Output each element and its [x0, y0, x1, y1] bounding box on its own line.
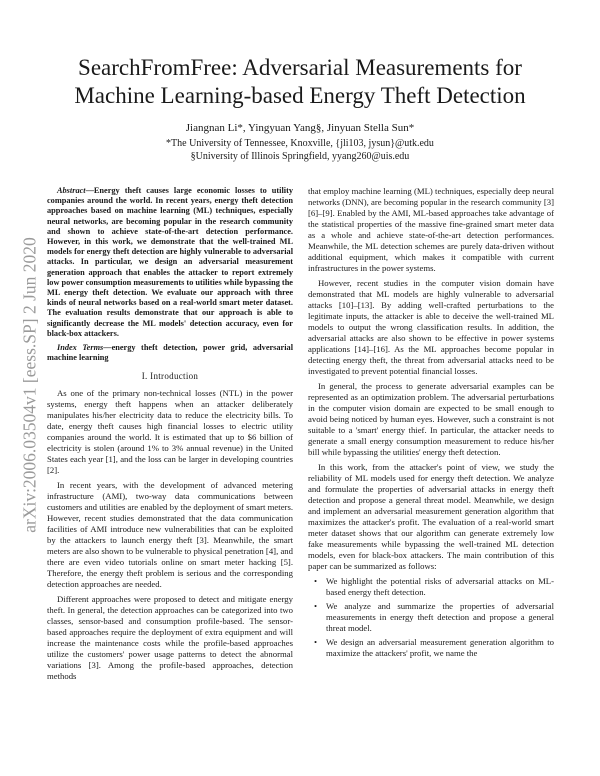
- list-item: • We design an adversarial measurement generation algorithm to maximize the attackers' profit, we name the: [308, 637, 554, 659]
- paragraph: However, recent studies in the computer vision domain have demonstrated that ML models are highly vulnerable to adversarial attacks [10]–[13]. By adding well-crafted perturbations to the legitimate inputs, the attacker is able to deceive the well-trained ML models to output the wrong classification results. In addition, the adversarial attacks are also shown to be effective in power systems applications [14]–[16]. As the ML approaches become popular in detecting energy theft, the threat from adversarial attacks need to be investigated to prevent potential financial losses.: [308, 278, 554, 376]
- abstract-text: —Energy theft causes large economic losses to utility companies around the world. In recent years, energy theft detection approaches based on machine learning (ML) techniques, especially neural networks, are becoming popular in the research community and shown to achieve state-of-the-art detection performance. However, in this work, we demonstrate that the well-trained ML models for energy theft detection are highly vulnerable to adversarial attacks. In particular, we design an adversarial measurement generation approach that enables the attacker to report extremely low power consumption measurements to utilities while bypassing the ML energy theft detection. We evaluate our approach with three kinds of neural networks based on a real-world smart meter dataset. The evaluation results demonstrate that our approach is able to significantly decrease the ML models' detection accuracy, even for black-box attackers.: [47, 186, 293, 338]
- abstract-label: Abstract: [57, 186, 86, 195]
- index-terms-label: Index Terms: [57, 343, 104, 353]
- paragraph: that employ machine learning (ML) techniques, especially deep neural networks (DNN), are becoming popular in the research community [3] [6]–[9]. Enabled by the AMI, ML-based approaches take advantage of the statistical properties of the massive fine-grained smart meter data as a whole and achieve state-of-the-art detection performances. Meanwhile, the ML detection schemes are purely data-driven without additional equipment, which makes it compatible with current infrastructures in the power systems.: [308, 186, 554, 273]
- affiliation-2: §University of Illinois Springfield, yyang260@uis.edu: [190, 151, 410, 162]
- title-line-2: Machine Learning-based Energy Theft Detection: [74, 83, 526, 108]
- author-block: [60, 122, 540, 163]
- arxiv-id: arXiv:2006.03504v1 [eess.SP] 2 Jun 2020: [19, 237, 40, 533]
- index-terms: [47, 343, 293, 363]
- list-item: • We analyze and summarize the properties of adversarial measurements in energy theft detection and propose a general threat model.: [308, 601, 554, 634]
- arxiv-watermark: [10, 150, 50, 620]
- title-line-1: SearchFromFree: Adversarial Measurements for: [78, 55, 522, 80]
- right-column: [308, 186, 554, 662]
- paragraph: In this work, from the attacker's point of view, we study the reliability of ML models used for energy theft detection. We analyze and formulate the properties of adversarial attacks in energy theft detection and propose a general threat model. Meanwhile, we design and implement an adversarial measurement generation algorithm that maximizes the attacker's profit. The evaluation of a real-world smart meter dataset shows that our algorithm can generate extremely low fake measurements while bypassing the well-trained ML detection models, even for black-box attackers. The main contribution of this paper can be summarized as follows:: [308, 462, 554, 571]
- paragraph: In recent years, with the development of advanced metering infrastructure (AMI), two-way data communications between customers and utilities are enabled by the deployment of smart meters. However, recent studies demonstrated that the data communication facilities of AMI introduce new vulnerabilities that can be exploited by the attackers to launch energy theft [3]. Meanwhile, the smart meters are also shown to be vulnerable to physical penetration [4], and there are even video tutorials online on smart meter hacking [5]. Therefore, the energy theft problem is serious and the corresponding detection approaches are needed.: [47, 480, 293, 590]
- affiliation-1: *The University of Tennessee, Knoxville, {jli103, jysun}@utk.edu: [166, 138, 434, 149]
- left-column: [47, 186, 293, 686]
- index-terms-text: —energy theft detection, power grid, adversarial machine learning: [47, 343, 294, 363]
- author-names: Jiangnan Li*, Yingyuan Yang§, Jinyuan Stella Sun*: [185, 122, 415, 134]
- paragraph: As one of the primary non-technical losses (NTL) in the power systems, energy theft happens when an attacker deliberately manipulates his/her electricity data to reduce the electricity bills. To date, energy theft causes high financial losses to electric utility companies around the world. It is estimated that up to $6 billion of electricity is stolen (around 1% to 3% annual revenue) in the United States each year [1], and the loss can be larger in developing countries [2].: [47, 388, 293, 476]
- paper-title: [60, 54, 540, 110]
- section-heading: I. Introduction: [141, 371, 199, 382]
- paragraph: Different approaches were proposed to detect and mitigate energy theft. In general, the detection approaches can be categorized into two classes, sensor-based and consumption profile-based. The sensor-based approaches require the deployment of extra equipment and will increase the maintenance costs while the profile-based approaches utilize the customers' power usage patterns to detect the abnormal variations [3]. Among the profile-based approaches, detection methods: [47, 594, 293, 682]
- list-item: • We highlight the potential risks of adversarial attacks on ML-based energy theft detection.: [308, 576, 554, 598]
- abstract: [47, 186, 293, 339]
- contribution-list: [308, 576, 554, 659]
- paragraph: In general, the process to generate adversarial examples can be represented as an optimization problem. The adversarial perturbations in the computer vision domain are expected to be small enough to avoid being noticed by human eyes. However, such a constraint is not suitable to a 'smart' energy thief. In particular, the attacker needs to generate a small energy consumption measurement to reduce his/her bill while bypassing the utilities' energy theft detection.: [308, 381, 554, 457]
